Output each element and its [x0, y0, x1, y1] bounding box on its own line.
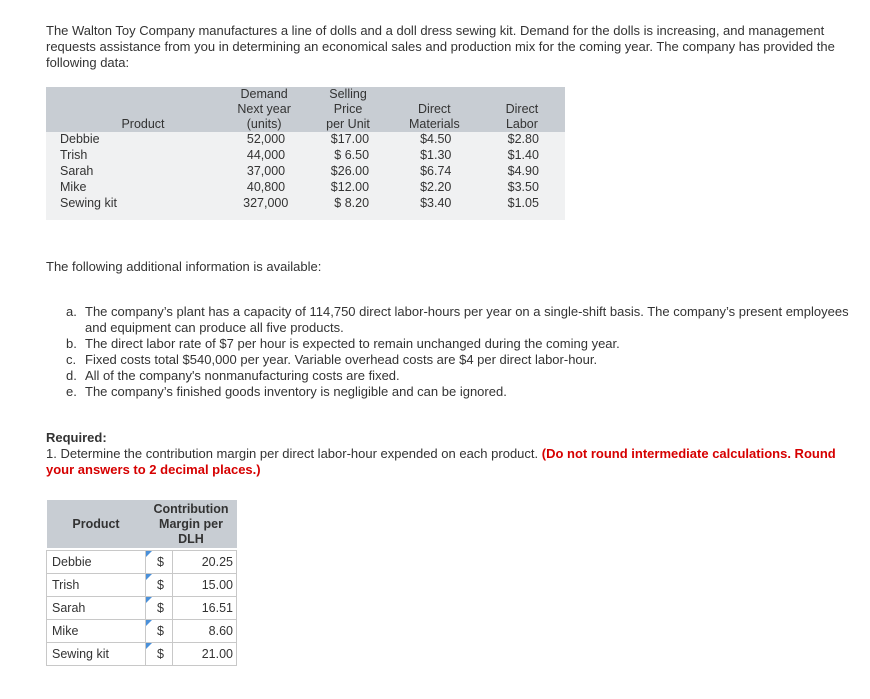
rounding-instruction: (Do not round intermediate calculations. Round your answers to 2 decimal places.): [46, 446, 836, 477]
demand-value: 37,000: [222, 164, 306, 180]
list-item: c. Fixed costs total $540,000 per year. Variable overhead costs are $4 per direct labor-hour.: [66, 352, 598, 367]
product-name: Sewing kit: [46, 196, 222, 220]
demand-value: 40,800: [222, 180, 306, 196]
currency-symbol: $: [157, 647, 164, 661]
currency-symbol: $: [157, 601, 164, 615]
demand-value: 44,000: [222, 148, 306, 164]
cm-input-mike[interactable]: [146, 620, 237, 643]
table-row: [47, 620, 237, 643]
product-name: Mike: [46, 180, 222, 196]
header-direct-labor: Direct Labor: [479, 87, 565, 132]
labor-value: $2.80: [479, 132, 565, 148]
answer-product-name: Mike: [47, 620, 146, 643]
answer-table: [46, 500, 237, 666]
labor-value: $4.90: [479, 164, 565, 180]
price-value: $ 6.50: [306, 148, 390, 164]
table-row: [46, 196, 565, 220]
labor-value: $3.50: [479, 180, 565, 196]
currency-symbol: $: [157, 578, 164, 592]
table-row: [47, 597, 237, 620]
cm-input-debbie[interactable]: [146, 551, 237, 574]
list-item: d. All of the company's nonmanufacturing costs are fixed.: [66, 368, 400, 383]
cm-input-sarah[interactable]: [146, 597, 237, 620]
cm-value: 8.60: [208, 624, 233, 638]
list-item: e. The company’s finished goods inventory is negligible and can be ignored.: [66, 384, 507, 399]
demand-value: 52,000: [222, 132, 306, 148]
labor-value: $1.05: [479, 196, 565, 220]
currency-symbol: $: [157, 555, 164, 569]
price-value: $12.00: [306, 180, 390, 196]
product-name: Sarah: [46, 164, 222, 180]
table-row: [46, 132, 565, 148]
answer-product-name: Sewing kit: [47, 643, 146, 666]
answer-product-name: Sarah: [47, 597, 146, 620]
cm-value: 16.51: [201, 601, 233, 615]
header-selling-price: Selling Price per Unit: [306, 87, 390, 132]
required-section: [46, 430, 866, 478]
header-product: Product: [46, 87, 222, 132]
list-item: b. The direct labor rate of $7 per hour is expected to remain unchanged during the coming year.: [66, 336, 620, 351]
demand-value: 327,000: [222, 196, 306, 220]
materials-value: $6.74: [390, 164, 479, 180]
table-row: [46, 180, 565, 196]
price-value: $26.00: [306, 164, 390, 180]
problem-intro: The Walton Toy Company manufactures a line of dolls and a doll dress sewing kit. Demand for the dolls is increasing, and management requests assistance from you in determining an economical sales and production mix for the coming year. The company has provided the following data:: [46, 23, 835, 70]
currency-symbol: $: [157, 624, 164, 638]
cm-value: 20.25: [201, 555, 233, 569]
answer-header-product: Product: [47, 500, 146, 548]
table-row: [47, 574, 237, 597]
required-question: 1. Determine the contribution margin per direct labor-hour expended on each product.: [46, 446, 539, 461]
cm-value: 15.00: [201, 578, 233, 592]
cm-input-trish[interactable]: [146, 574, 237, 597]
table-row: [46, 148, 565, 164]
header-direct-materials: Direct Materials: [390, 87, 479, 132]
product-name: Debbie: [46, 132, 222, 148]
answer-product-name: Debbie: [47, 551, 146, 574]
table-row: [47, 643, 237, 666]
materials-value: $2.20: [390, 180, 479, 196]
table-row: [46, 164, 565, 180]
product-data-table: [46, 87, 565, 220]
answer-product-name: Trish: [47, 574, 146, 597]
materials-value: $3.40: [390, 196, 479, 220]
cm-input-sewing-kit[interactable]: [146, 643, 237, 666]
materials-value: $4.50: [390, 132, 479, 148]
price-value: $17.00: [306, 132, 390, 148]
materials-value: $1.30: [390, 148, 479, 164]
product-name: Trish: [46, 148, 222, 164]
labor-value: $1.40: [479, 148, 565, 164]
price-value: $ 8.20: [306, 196, 390, 220]
header-demand: Demand Next year (units): [222, 87, 306, 132]
additional-info-list: [66, 304, 856, 400]
additional-info-label: The following additional information is available:: [46, 259, 322, 274]
answer-header-cm-per-dlh: Contribution Margin per DLH: [146, 500, 237, 548]
list-item: a. The company’s plant has a capacity of 114,750 direct labor-hours per year on a single-shift basis. The company’s present employees and equipment can produce all five products.: [66, 304, 849, 335]
required-heading: Required:: [46, 430, 107, 445]
cm-value: 21.00: [201, 647, 233, 661]
table-row: [47, 551, 237, 574]
